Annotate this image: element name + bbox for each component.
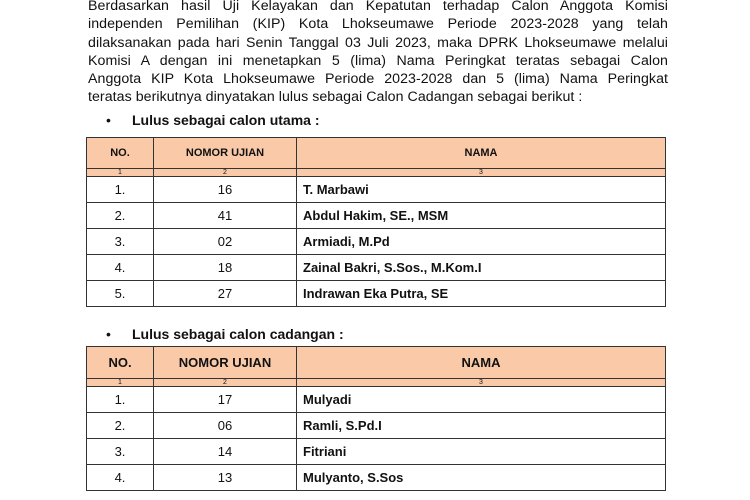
cell-nomor-ujian: 41 — [154, 203, 297, 229]
column-number: 3 — [297, 169, 666, 177]
table-calon-utama — [86, 137, 666, 307]
column-number: 1 — [87, 169, 154, 177]
cell-no: 2. — [87, 203, 154, 229]
cell-nomor-ujian: 06 — [154, 413, 297, 439]
cell-no: 5. — [87, 281, 154, 307]
cell-nomor-ujian: 17 — [154, 387, 297, 413]
intro-paragraph — [88, 0, 668, 107]
paragraph-line: Komisi A dengan ini menetapkan 5 (lima) Nama Peringkat teratas sebagai Calon — [88, 52, 668, 69]
column-number-row — [87, 169, 666, 177]
cell-nomor-ujian: 27 — [154, 281, 297, 307]
table-row — [87, 387, 666, 413]
column-number: 2 — [154, 379, 297, 387]
paragraph-line: dilaksanakan pada hari Senin Tanggal 03 Juli 2023, maka DPRK Lhokseumawe melalui — [88, 34, 668, 51]
cell-nama: Abdul Hakim, SE., MSM — [297, 203, 666, 229]
heading-calon-utama — [106, 112, 320, 128]
bullet-icon: • — [106, 326, 111, 342]
column-header-nama: NAMA — [297, 138, 666, 169]
table-row — [87, 203, 666, 229]
cell-no: 4. — [87, 465, 154, 491]
cell-no: 2. — [87, 413, 154, 439]
cell-no: 1. — [87, 387, 154, 413]
cell-nomor-ujian: 13 — [154, 465, 297, 491]
paragraph-line: independen Pemilihan (KIP) Kota Lhokseumawe Periode 2023-2028 yang telah — [88, 16, 668, 33]
paragraph-line: teratas berikutnya dinyatakan lulus sebagai Calon Cadangan sebagai berikut : — [88, 89, 583, 106]
cell-nama: T. Marbawi — [297, 177, 666, 203]
column-header-no: NO. — [87, 347, 154, 379]
paragraph-line: Anggota KIP Kota Lhokseumawe Periode 2023-2028 dan 5 (lima) Nama Peringkat — [88, 71, 668, 88]
cell-nomor-ujian: 02 — [154, 229, 297, 255]
bullet-icon: • — [106, 112, 111, 128]
column-header-nomor-ujian: NOMOR UJIAN — [154, 138, 297, 169]
cell-nama: Zainal Bakri, S.Sos., M.Kom.I — [297, 255, 666, 281]
paragraph-line: Berdasarkan hasil Uji Kelayakan dan Kepatutan terhadap Calon Anggota Komisi — [88, 0, 668, 14]
table-header-row — [87, 347, 666, 379]
table-row — [87, 255, 666, 281]
cell-no: 3. — [87, 229, 154, 255]
cell-nomor-ujian: 16 — [154, 177, 297, 203]
cell-no: 1. — [87, 177, 154, 203]
table-row — [87, 229, 666, 255]
column-number: 3 — [297, 379, 666, 387]
cell-no: 3. — [87, 439, 154, 465]
heading-text: Lulus sebagai calon cadangan : — [132, 326, 344, 342]
heading-text: Lulus sebagai calon utama : — [132, 112, 320, 128]
table-calon-cadangan — [86, 346, 666, 491]
table-row — [87, 177, 666, 203]
table-row — [87, 413, 666, 439]
cell-nama: Mulyadi — [297, 387, 666, 413]
heading-calon-cadangan — [106, 326, 344, 342]
cell-nomor-ujian: 14 — [154, 439, 297, 465]
table-header-row — [87, 138, 666, 169]
column-header-nama: NAMA — [297, 347, 666, 379]
column-header-no: NO. — [87, 138, 154, 169]
table-row — [87, 465, 666, 491]
column-number: 1 — [87, 379, 154, 387]
cell-nama: Fitriani — [297, 439, 666, 465]
cell-nama: Armiadi, M.Pd — [297, 229, 666, 255]
cell-no: 4. — [87, 255, 154, 281]
column-header-nomor-ujian: NOMOR UJIAN — [154, 347, 297, 379]
column-number-row — [87, 379, 666, 387]
cell-nama: Indrawan Eka Putra, SE — [297, 281, 666, 307]
cell-nama: Ramli, S.Pd.I — [297, 413, 666, 439]
cell-nomor-ujian: 18 — [154, 255, 297, 281]
table-row — [87, 281, 666, 307]
table-row — [87, 439, 666, 465]
cell-nama: Mulyanto, S.Sos — [297, 465, 666, 491]
column-number: 2 — [154, 169, 297, 177]
